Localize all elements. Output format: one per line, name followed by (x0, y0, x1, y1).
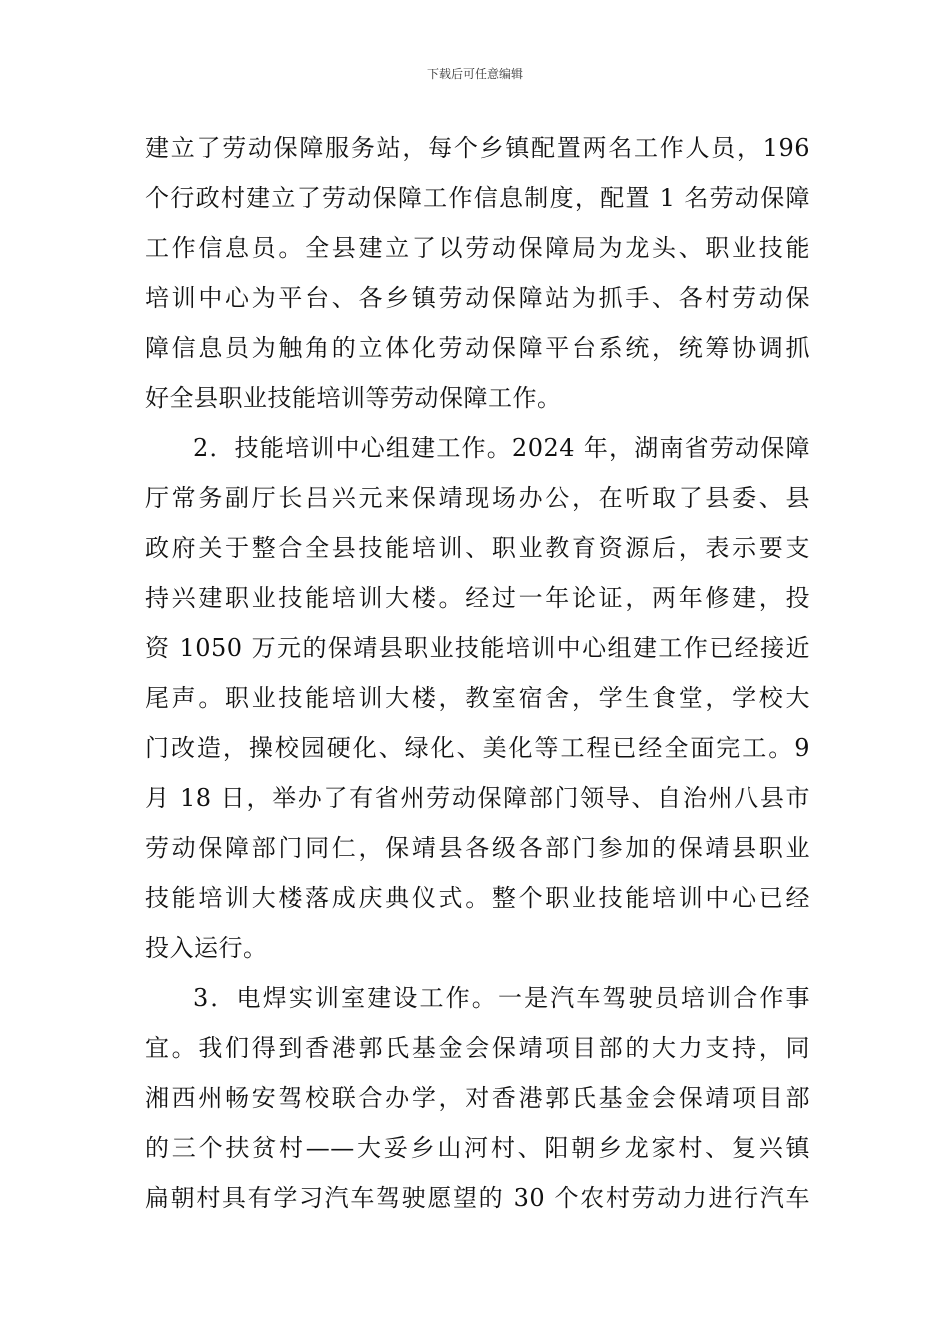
text-line: 障信息员为触角的立体化劳动保障平台系统，统筹协调抓 (145, 334, 810, 362)
text-line: 扁朝村具有学习汽车驾驶愿望的 30 个农村劳动力进行汽车 (145, 1184, 810, 1212)
text-line: 好全县职业技能培训等劳动保障工作。 (145, 384, 562, 412)
text-line: 厅常务副厅长吕兴元来保靖现场办公，在听取了县委、县 (145, 484, 810, 512)
text-line: 培训中心为平台、各乡镇劳动保障站为抓手、各村劳动保 (145, 284, 810, 312)
text-line: 月 18 日，举办了有省州劳动保障部门领导、自治州八县市 (145, 784, 810, 812)
text-line: 建立了劳动保障服务站，每个乡镇配置两名工作人员，196 (145, 134, 810, 162)
text-line: 劳动保障部门同仁，保靖县各级各部门参加的保靖县职业 (145, 834, 810, 862)
paragraph-heading-line: 3．电焊实训室建设工作。一是汽车驾驶员培训合作事 (193, 984, 810, 1012)
text-line: 湘西州畅安驾校联合办学，对香港郭氏基金会保靖项目部 (145, 1084, 810, 1112)
text-line: 技能培训大楼落成庆典仪式。整个职业技能培训中心已经 (145, 884, 810, 912)
text-line: 尾声。职业技能培训大楼，教室宿舍，学生食堂，学校大 (145, 684, 810, 712)
text-line: 宜。我们得到香港郭氏基金会保靖项目部的大力支持，同 (145, 1034, 810, 1062)
text-line: 门改造，操校园硬化、绿化、美化等工程已经全面完工。9 (145, 734, 810, 762)
text-line: 的三个扶贫村——大妥乡山河村、阳朝乡龙家村、复兴镇 (145, 1134, 810, 1162)
text-line: 政府关于整合全县技能培训、职业教育资源后，表示要支 (145, 534, 810, 562)
text-line: 资 1050 万元的保靖县职业技能培训中心组建工作已经接近 (145, 634, 810, 662)
document-body (145, 123, 810, 1223)
paragraph-heading-line: 2．技能培训中心组建工作。2024 年，湖南省劳动保障 (193, 434, 810, 462)
page-header: 下载后可任意编辑 (426, 67, 523, 81)
text-line: 投入运行。 (145, 934, 268, 962)
text-line: 个行政村建立了劳动保障工作信息制度，配置 1 名劳动保障 (145, 184, 810, 212)
text-line: 持兴建职业技能培训大楼。经过一年论证，两年修建，投 (145, 584, 810, 612)
text-line: 工作信息员。全县建立了以劳动保障局为龙头、职业技能 (145, 234, 810, 262)
